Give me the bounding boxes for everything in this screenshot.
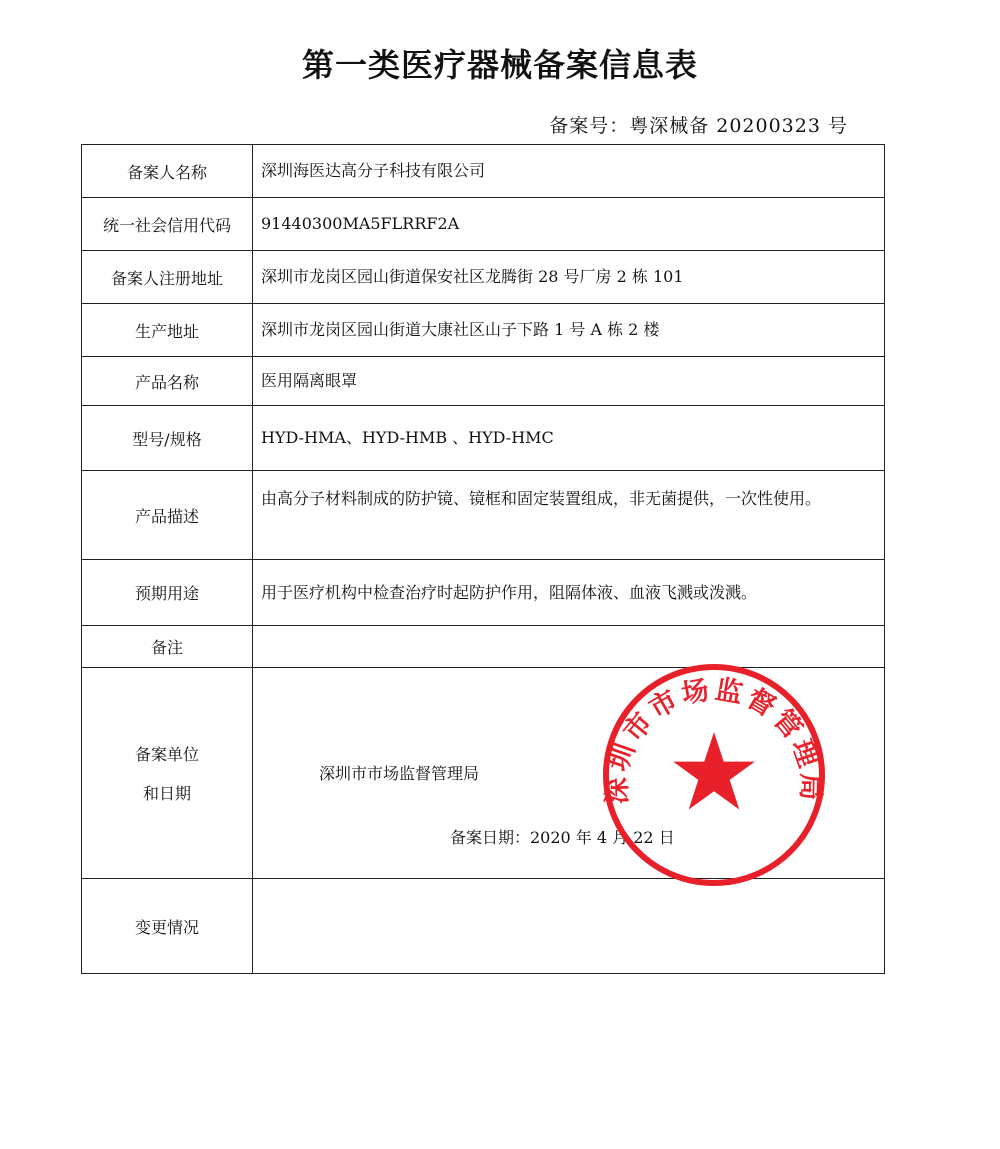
change-label: 变更情况 <box>82 879 253 974</box>
row-value: 深圳市龙岗区园山街道大康社区山子下路 1 号 A 栋 2 楼 <box>253 304 885 357</box>
record-number: 备案号：粤深械备 20200323 号 <box>549 115 848 137</box>
row-label: 备注 <box>82 626 253 668</box>
table-row <box>82 471 885 560</box>
table-row <box>82 357 885 406</box>
row-label: 统一社会信用代码 <box>82 198 253 251</box>
table-row <box>82 304 885 357</box>
unit-name: 深圳市市场监督管理局 <box>319 764 480 783</box>
seal-text: 深圳市市场监督管理局 <box>601 674 827 805</box>
table-row <box>82 626 885 668</box>
row-label: 生产地址 <box>82 304 253 357</box>
table-row <box>82 879 885 974</box>
row-value: 91440300MA5FLRRF2A <box>253 198 885 251</box>
unit-label-line2: 和日期 <box>142 784 191 803</box>
unit-value <box>253 668 885 879</box>
table-row <box>82 251 885 304</box>
row-value: 深圳海医达高分子科技有限公司 <box>253 145 885 198</box>
table-row <box>82 145 885 198</box>
row-value: 用于医疗机构中检查治疗时起防护作用，阻隔体液、血液飞溅或泼溅。 <box>253 560 885 626</box>
change-value <box>253 879 885 974</box>
row-label: 型号/规格 <box>82 406 253 471</box>
unit-label-line1: 备案单位 <box>134 745 199 764</box>
table-row <box>82 198 885 251</box>
table-row <box>82 406 885 471</box>
row-label: 备案人名称 <box>82 145 253 198</box>
row-value: 由高分子材料制成的防护镜、镜框和固定装置组成，非无菌提供，一次性使用。 <box>253 471 885 560</box>
table-row <box>82 560 885 626</box>
row-label: 产品名称 <box>82 357 253 406</box>
row-label: 产品描述 <box>82 471 253 560</box>
row-value: 医用隔离眼罩 <box>253 357 885 406</box>
row-value <box>253 626 885 668</box>
table-row <box>82 668 885 879</box>
page-title: 第一类医疗器械备案信息表 <box>301 46 698 84</box>
unit-date: 备案日期：2020 年 4 月 22 日 <box>450 828 675 847</box>
row-label: 预期用途 <box>82 560 253 626</box>
unit-label <box>82 668 253 879</box>
record-table <box>81 144 885 974</box>
row-value: 深圳市龙岗区园山街道保安社区龙腾街 28 号厂房 2 栋 101 <box>253 251 885 304</box>
row-value: HYD-HMA、HYD-HMB 、HYD-HMC <box>253 406 885 471</box>
row-label: 备案人注册地址 <box>82 251 253 304</box>
